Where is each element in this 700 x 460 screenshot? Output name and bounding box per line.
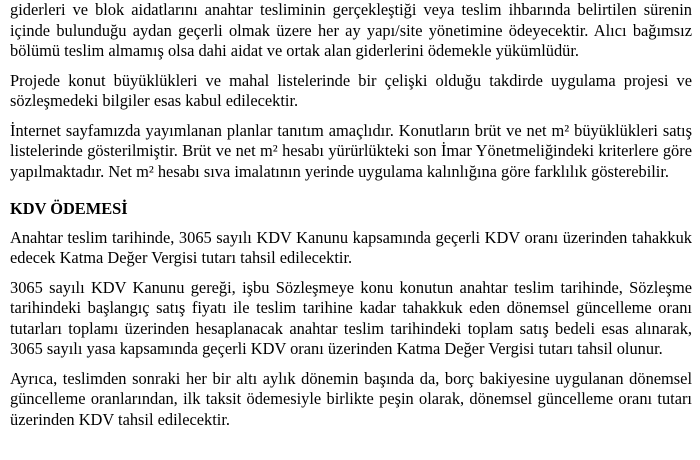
- paragraph-area-calculation: İnternet sayfamızda yayımlanan planlar tanıtım amaçlıdır. Konutların brüt ve net m² büyüklükleri satış listelerinde gösterilmiştir. Brüt ve net m² hesabı yürürlükteki son İmar Yönetmeliğindeki kriterlere göre yapılmaktadır. Net m² hesabı sıva imalatının yerinde uygulama kalınlığına göre farklılık gösterebilir.: [10, 120, 692, 181]
- paragraph-kdv-delivery: Anahtar teslim tarihinde, 3065 sayılı KDV Kanunu kapsamında geçerli KDV oranı üzerinden tahakkuk edecek Katma Değer Vergisi tutarı tahsil edilecektir.: [10, 227, 692, 267]
- paragraph-project-conflict: Projede konut büyüklükleri ve mahal listelerinde bir çelişki olduğu takdirde uygulama projesi ve sözleşmedeki bilgiler esas kabul edilecektir.: [10, 70, 692, 110]
- paragraph-kdv-periodic: Ayrıca, teslimden sonraki her bir altı aylık dönemin başında da, borç bakiyesine uygulanan dönemsel güncelleme oranlarından, ilk taksit ödemesiyle birlikte peşin olarak, dönemsel güncelleme oranı tutarı üzerinden KDV tahsil edilecektir.: [10, 368, 692, 429]
- section-heading-kdv: KDV ÖDEMESİ: [10, 199, 128, 218]
- paragraph-kdv-law: 3065 sayılı KDV Kanunu gereği, işbu Sözleşmeye konu konutun anahtar teslim tarihinde, Sözleşme tarihindeki başlangıç satış fiyatı ile teslim tarihine kadar tahakkuk eden dönemsel güncelleme oranı tutarları toplamı üzerinden hesaplanacak anahtar teslim tarihindeki toplam satış bedeli esas alınarak, 3065 sayılı yasa kapsamında geçerli KDV oranı üzerinden Katma Değer Vergisi tutarı tahsil olunur.: [10, 277, 692, 358]
- paragraph-dues: giderleri ve blok aidatlarını anahtar tesliminin gerçekleştiği veya teslim ihbarında belirtilen sürenin içinde bulunduğu aydan geçerli olmak üzere her ay yapı/site yönetimine ödeyecektir. Alıcı bağımsız bölümü teslim almamış olsa dahi aidat ve ortak alan giderlerini ödemekle yükümlüdür.: [10, 0, 692, 60]
